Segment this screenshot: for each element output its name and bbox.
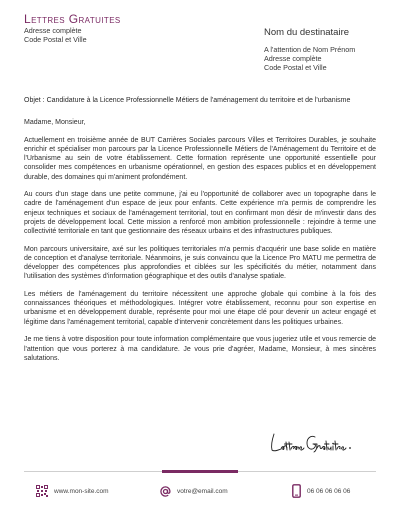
recipient-attention: A l'attention de Nom Prénom (264, 45, 356, 54)
sender-block (24, 12, 121, 44)
sender-postal: Code Postal et Ville (24, 35, 87, 44)
phone-text: 06 06 06 06 06 (307, 487, 351, 495)
paragraph-1: Actuellement en troisième année de BUT Carrières Sociales parcours Villes et Territoires Durables, je souhaite enrichir et spécialiser mon parcours par la Licence Professionnelle Métiers de l'Aménagement du Territoire et de l'Urbanisme au sein de votre établissement. Cette formation représente une opportunité essentielle pour consolider mes compétences en urbanisme opérationnel, en gestion des espaces publics et en développement durable, des domaines qui m'animent profondément. (24, 136, 376, 181)
recipient-name: Nom du destinataire (264, 27, 350, 38)
qr-code-icon (36, 485, 48, 497)
smartphone-icon (292, 484, 301, 498)
website-text: www.mon-site.com (54, 487, 109, 495)
recipient-block (264, 27, 355, 72)
salutation: Madame, Monsieur, (24, 119, 86, 126)
sender-address: Adresse complète (24, 26, 82, 35)
footer-website (36, 484, 109, 498)
at-sign-icon (160, 486, 171, 497)
recipient-postal: Code Postal et Ville (264, 63, 327, 72)
paragraph-3: Mon parcours universitaire, axé sur les politiques territoriales m'a permis d'acquérir une base solide en matière de conception et d'analyse territoriale. Néanmoins, je suis convaincu que la Licence Pro MATU me permettra de développer des compétences plus approfondies et ciblées sur les spécificités du métier, notamment dans l'utilisation des systèmes d'information géographique et des outils d'analyse spatiale. (24, 245, 376, 281)
footer-accent-bar (162, 470, 238, 473)
footer-email (160, 484, 228, 498)
letter-body (24, 118, 376, 371)
email-text: votre@email.com (177, 487, 228, 495)
paragraph-5: Je me tiens à votre disposition pour toute information complémentaire que vous jugeriez utile et vous remercie de l'attention que vous porterez à ma candidature. Je vous prie d'agréer, Madame, Monsieur, à mes sincères salutations. (24, 336, 376, 362)
handwritten-signature (268, 428, 358, 456)
sender-name: Lettres Gratuites (24, 12, 121, 26)
paragraph-2: Au cours d'un stage dans une petite commune, j'ai eu l'opportunité de collaborer avec un topographe dans le cadre de l'aménagement d'un espace de jeux pour enfants. Cette expérience m'a permis de comprendre les enjeux techniques et sociaux de l'aménagement territorial, tout en confirmant mon désir de m'investir dans des projets de développement local. Cette mission a renforcé mon ambition professionnelle : rejoindre à terme une collectivité territoriale en tant que gestionnaire des réseaux urbains et des infrastructures publiques. (24, 191, 376, 236)
recipient-address: Adresse complète (264, 54, 322, 63)
subject-line: Objet : Candidature à la Licence Professionnelle Métiers de l'aménagement du territoire et de l'urbanisme (24, 97, 351, 104)
footer-phone (292, 484, 350, 498)
paragraph-4: Les métiers de l'aménagement du territoire nécessitent une approche globale qui combine à la fois des connaissances théoriques et méthodologiques. Intégrer votre établissement, reconnu pour son expertise en urbanisme et en développement durable, représente pour moi une étape clé pour devenir un acteur engagé et légitime dans l'aménagement territorial, capable d'intervenir concrètement dans les politiques urbaines. (24, 291, 376, 326)
